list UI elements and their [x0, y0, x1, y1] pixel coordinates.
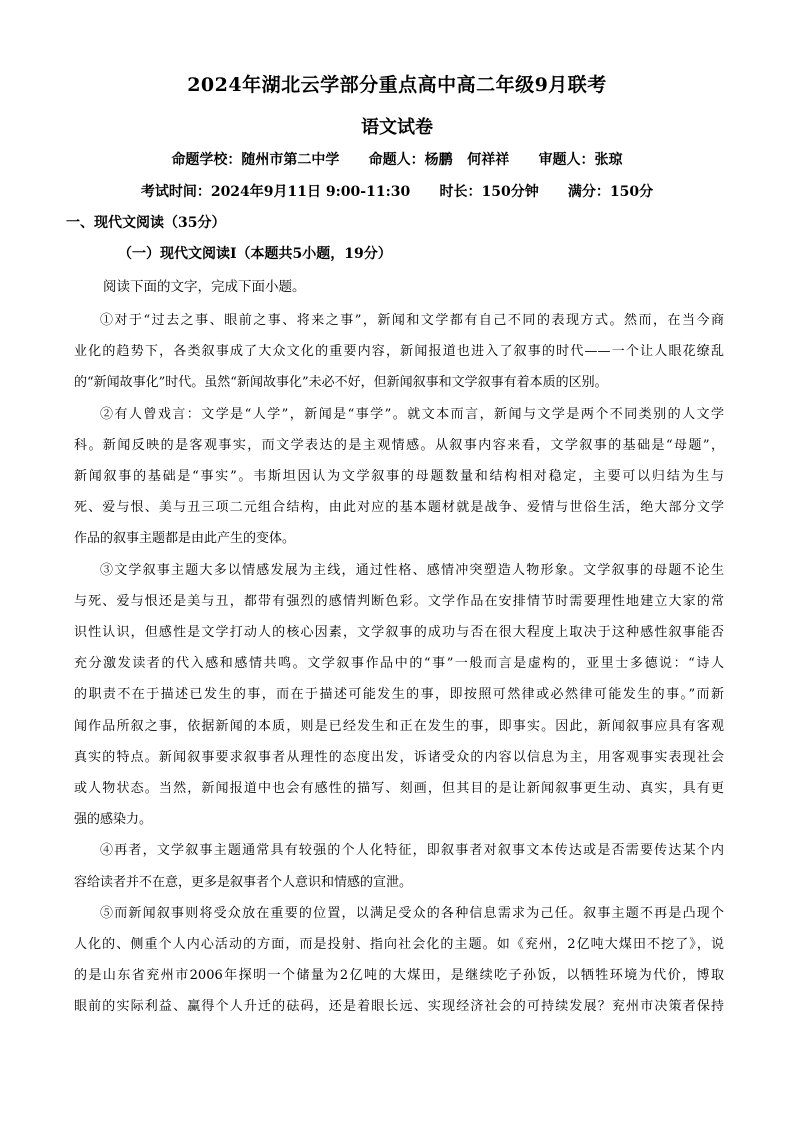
- passage-paragraph: [74, 898, 724, 1023]
- reading-instruction: 阅读下面的文字，完成下面小题。: [103, 279, 306, 295]
- reading-passage: [74, 305, 724, 1023]
- passage-line: ①对于“过去之事、眼前之事、将来之事”，新闻和文学都有自己不同的表现方式。然而，在当今商: [100, 313, 724, 328]
- exam-info-line: 考试时间：2024年9月11日 9:00-11:30 时长：150分钟 满分：150分: [140, 184, 654, 200]
- passage-line: 的是山东省兖州市2006年探明一个储量为2亿吨的大煤田，是继续吃子孙饭，以牺牲环境为代价，博取: [74, 968, 724, 984]
- passage-line: ②有人曾戏言：文学是“人学”，新闻是“事学”。就文本而言，新闻与文学是两个不同类别的人文学: [100, 406, 724, 422]
- exam-title: 2024年湖北云学部分重点高中高二年级9月联考: [187, 74, 607, 96]
- passage-line: 容给读者并不在意，更多是叙事者个人意识和情感的宣泄。: [74, 874, 413, 890]
- passage-paragraph: [74, 399, 724, 555]
- passage-line: 强的感染力。: [74, 812, 153, 828]
- passage-paragraph: [74, 305, 724, 399]
- passage-line: 科。新闻反映的是客观事实，而文学表达的是主观情感。从叙事内容来看，文学叙事的基础是“母题”，: [74, 437, 724, 453]
- section-heading: 一、现代文阅读（35分）: [66, 215, 226, 231]
- passage-line: 的“新闻故事化”时代。虽然“新闻故事化”未必不好，但新闻叙事和文学叙事有着本质的区别。: [74, 375, 608, 391]
- passage-line: 的职责不在于描述已发生的事，而在于描述可能发生的事，即按照可然律或必然律可能发生的事。”而新: [74, 687, 724, 703]
- passage-line: 或人物状态。当然，新闻报道中也会有感性的描写、刻画，但其目的是让新闻叙事更生动、真实，具有更: [74, 781, 724, 797]
- passage-paragraph: [74, 555, 724, 836]
- passage-line: ⑤而新闻叙事则将受众放在重要的位置，以满足受众的各种信息需求为己任。叙事主题不再是凸现个: [100, 905, 724, 921]
- passage-line: ④再者，文学叙事主题通常具有较强的个人化特征，即叙事者对叙事文本传达或是否需要传达某个内: [100, 843, 724, 859]
- passage-line: 作品的叙事主题都是由此产生的变体。: [74, 531, 296, 547]
- passage-line: 新闻叙事的基础是“事实”。韦斯坦因认为文学叙事的母题数量和结构相对稳定，主要可以归结为生与: [74, 469, 724, 485]
- passage-line: 死、爱与恨、美与丑三项二元组合结构，由此对应的基本题材就是战争、爱情与世俗生活，绝大部分文学: [74, 500, 724, 516]
- section-subheading: （一）现代文阅读Ⅰ（本题共5小题，19分）: [118, 246, 392, 262]
- authors-line: 命题学校：随州市第二中学 命题人：杨鹏 何祥祥 审题人：张琼: [171, 152, 623, 168]
- passage-line: 真实的特点。新闻叙事要求叙事者从理性的态度出发，诉诸受众的内容以信息为主，用客观事实表现社会: [74, 749, 724, 765]
- passage-line: 充分激发读者的代入感和感情共鸣。文学叙事作品中的“事”一般而言是虚构的，亚里士多德说：“诗人: [74, 656, 724, 672]
- exam-subtitle: 语文试卷: [361, 117, 433, 138]
- passage-paragraph: [74, 835, 724, 897]
- passage-line: 人化的、侧重个人内心活动的方面，而是投射、指向社会化的主题。如《兖州，2亿吨大煤田不挖了》，说: [74, 937, 724, 953]
- passage-line: 与死、爱与恨还是美与丑，都带有强烈的感情判断色彩。文学作品在安排情节时需要理性地建立大家的常: [74, 593, 724, 609]
- passage-line: 识性认识，但感性是文学打动人的核心因素，文学叙事的成功与否在很大程度上取决于这种感性叙事能否: [74, 625, 724, 641]
- passage-line: 业化的趋势下，各类叙事成了大众文化的重要内容，新闻报道也进入了叙事的时代——一个让人眼花缭乱: [74, 344, 724, 360]
- passage-line: 眼前的实际利益、赢得个人升迁的砝码，还是着眼长远、实现经济社会的可持续发展？兖州市决策者保持: [74, 999, 724, 1015]
- passage-line: 闻作品所叙之事，依据新闻的本质，则是已经发生和正在发生的事，即事实。因此，新闻叙事应具有客观: [74, 718, 724, 734]
- passage-line: ③文学叙事主题大多以情感发展为主线，通过性格、感情冲突塑造人物形象。文学叙事的母题不论生: [100, 562, 724, 578]
